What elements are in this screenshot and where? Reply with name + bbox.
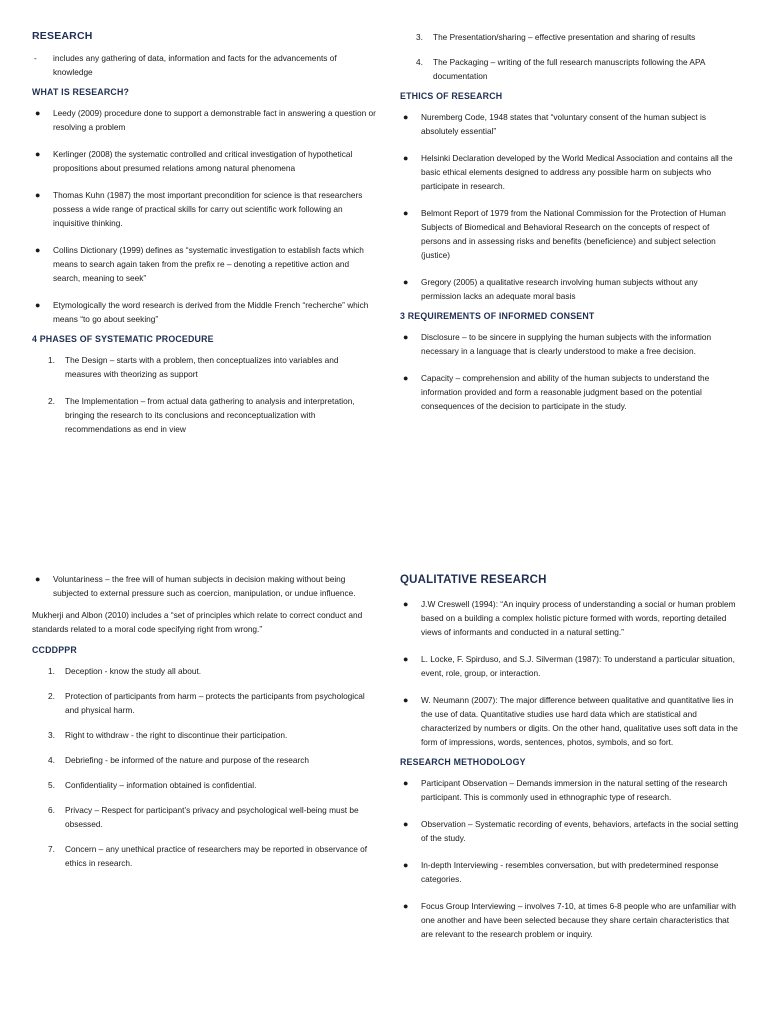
list-item: 4. Debriefing - be informed of the nature and purpose of the research <box>48 755 309 765</box>
list-number: 1. <box>48 666 55 676</box>
list-item: ● Voluntariness – the free will of human subjects in decision making without being subjected to external pressure such as coercion, manipulation, or undue influence. <box>35 574 356 598</box>
list-item: 5. Confidentiality – information obtained is confidential. <box>48 780 257 790</box>
column-top-left <box>32 30 377 449</box>
dash-marker: - <box>34 53 37 63</box>
research-methodology-heading: RESEARCH METHODOLOGY <box>400 757 526 767</box>
list-number: 1. <box>48 355 55 365</box>
list-item: ● Gregory (2005) a qualitative research involving human subjects without any permission lacks an adequate moral basis <box>403 277 698 301</box>
ethics-heading: ETHICS OF RESEARCH <box>400 91 503 101</box>
list-item: ● Etymologically the word research is derived from the Middle French “recherche” which means “to go about seeking” <box>35 300 369 324</box>
qualitative-research-list <box>400 597 740 749</box>
list-number: 6. <box>48 805 55 815</box>
list-item: ● Observation – Systematic recording of events, behaviors, artefacts in the social setting of the study. <box>403 819 739 843</box>
qualitative-research-title: QUALITATIVE RESEARCH <box>400 574 547 586</box>
list-item: ● In-depth Interviewing - resembles conversation, but with predetermined response categories. <box>403 860 719 884</box>
list-item: 2. Protection of participants from harm – protects the participants from psychological and physical harm. <box>48 691 365 715</box>
list-item: 1. Deception - know the study all about. <box>48 666 202 676</box>
list-item: 3. The Presentation/sharing – effective presentation and sharing of results <box>416 32 696 42</box>
list-item: 3. Right to withdraw - the right to discontinue their participation. <box>48 730 288 740</box>
informed-consent-list <box>400 330 740 413</box>
list-number: 5. <box>48 780 55 790</box>
list-item: 1. The Design – starts with a problem, then conceptualizes into variables and measures with theorizing as support <box>48 355 339 379</box>
research-methodology-list <box>400 776 740 941</box>
list-item: ● W. Neumann (2007): The major difference between qualitative and quantitative lies in the use of data. Quantitative studies use hard data which are statistical and characterized by numbers or digits. On the other hand, qualitative uses soft data in the form of impressions, words, sentences, photos, symbols, and so fort. <box>403 695 738 747</box>
bullet-icon: ● <box>403 860 409 870</box>
intro-list <box>32 51 377 79</box>
list-item: ● L. Locke, F. Spirduso, and S.J. Silverman (1987): To understand a particular situation, event, role, group, or interaction. <box>403 654 735 678</box>
bullet-icon: ● <box>35 574 41 584</box>
bullet-icon: ● <box>403 599 409 609</box>
bullet-icon: ● <box>403 112 409 122</box>
list-item: ● Focus Group Interviewing – involves 7-10, at times 6-8 people who are unfamiliar with one another and have been selected because they share certain characteristics that are relevant to the research problem or inquiry. <box>403 901 736 939</box>
list-item: ● Helsinki Declaration developed by the World Medical Association and contains all the basic ethical elements designed to address any possible harm on subjects who participate in research. <box>403 153 733 191</box>
principles-paragraph: Mukherji and Albon (2010) includes a “set of principles which relate to correct conduct and standards related to a moral code specifying right from wrong.” <box>32 610 363 634</box>
column-bottom-left <box>32 572 377 881</box>
bullet-icon: ● <box>35 245 41 255</box>
column-bottom-right <box>400 574 740 954</box>
list-number: 3. <box>416 32 423 42</box>
bullet-icon: ● <box>403 778 409 788</box>
bullet-icon: ● <box>403 373 409 383</box>
list-item: ● Participant Observation – Demands immersion in the natural setting of the research participant. This is commonly used in ethnographic type of research. <box>403 778 728 802</box>
list-item: ● Collins Dictionary (1999) defines as “systematic investigation to establish facts which means to search again taken from the prefix re – denoting a repetitive action and search, meaning to seek” <box>35 245 364 283</box>
list-item: ● Thomas Kuhn (1987) the most important precondition for science is that researchers possess a wide range of practical skills for carry out scientific work following an inquisitive thinking. <box>35 190 363 228</box>
ethics-list <box>400 110 740 303</box>
list-number: 4. <box>416 57 423 67</box>
list-item: ● Capacity – comprehension and ability of the human subjects to understand the information provided and form a reasonable judgment based on the potential consequences of the decision to participate in the study. <box>403 373 710 411</box>
list-item: 6. Privacy – Respect for participant’s privacy and psychological well-being must be obsessed. <box>48 805 359 829</box>
list-item: ● Kerlinger (2008) the systematic controlled and critical investigation of hypothetical propositions about presumed relations among natural phenomena <box>35 149 353 173</box>
list-item: 7. Concern – any unethical practice of researchers may be reported in observance of ethics in research. <box>48 844 368 868</box>
list-number: 4. <box>48 755 55 765</box>
list-item: ● Leedy (2009) procedure done to support a demonstrable fact in answering a question or resolving a problem <box>35 108 376 132</box>
list-number: 3. <box>48 730 55 740</box>
bullet-icon: ● <box>403 332 409 342</box>
list-item: ● Nuremberg Code, 1948 states that “voluntary consent of the human subject is absolutely essential” <box>403 112 707 136</box>
list-item: 2. The Implementation – from actual data gathering to analysis and interpretation, bringing the research to its conclusions and reconceptualization with recommendations as end in view <box>48 396 355 434</box>
bullet-icon: ● <box>35 149 41 159</box>
ccddppr-list <box>32 664 377 870</box>
list-number: 2. <box>48 396 55 406</box>
ccddppr-heading: CCDDPPR <box>32 645 77 655</box>
what-is-research-list <box>32 106 377 326</box>
list-item: - includes any gathering of data, information and facts for the advancements of knowledge <box>34 53 337 77</box>
bullet-icon: ● <box>403 153 409 163</box>
phases-list <box>32 353 377 436</box>
bullet-icon: ● <box>35 300 41 310</box>
bullet-icon: ● <box>403 654 409 664</box>
bullet-icon: ● <box>403 277 409 287</box>
list-item: 4. The Packaging – writing of the full research manuscripts following the APA documentation <box>416 57 705 81</box>
informed-consent-list-continued <box>32 572 377 600</box>
phases-list-continued <box>400 30 740 83</box>
list-item: ● Belmont Report of 1979 from the National Commission for the Protection of Human Subjects of Biomedical and Behavioral Research on the concepts of respect of persons and in assessing risks and benefits (beneficience) and subject selection (justice) <box>403 208 726 260</box>
list-number: 2. <box>48 691 55 701</box>
bullet-icon: ● <box>403 695 409 705</box>
what-is-research-heading: WHAT IS RESEARCH? <box>32 87 130 97</box>
list-number: 7. <box>48 844 55 854</box>
bullet-icon: ● <box>35 190 41 200</box>
phases-heading: 4 PHASES OF SYSTEMATIC PROCEDURE <box>32 334 214 344</box>
bullet-icon: ● <box>403 901 409 911</box>
research-title: RESEARCH <box>32 30 93 42</box>
bullet-icon: ● <box>403 819 409 829</box>
informed-consent-heading: 3 REQUIREMENTS OF INFORMED CONSENT <box>400 311 595 321</box>
bullet-icon: ● <box>35 108 41 118</box>
list-item: ● J.W Creswell (1994): “An inquiry process of understanding a social or human problem based on a building a complex holistic picture formed with words, reporting detailed views of informants and conducted in a natural setting.” <box>403 599 736 637</box>
list-item: ● Disclosure – to be sincere in supplying the human subjects with the information necessary in a language that is clearly understood to make a free decision. <box>403 332 712 356</box>
column-top-right <box>400 30 740 426</box>
bullet-icon: ● <box>403 208 409 218</box>
